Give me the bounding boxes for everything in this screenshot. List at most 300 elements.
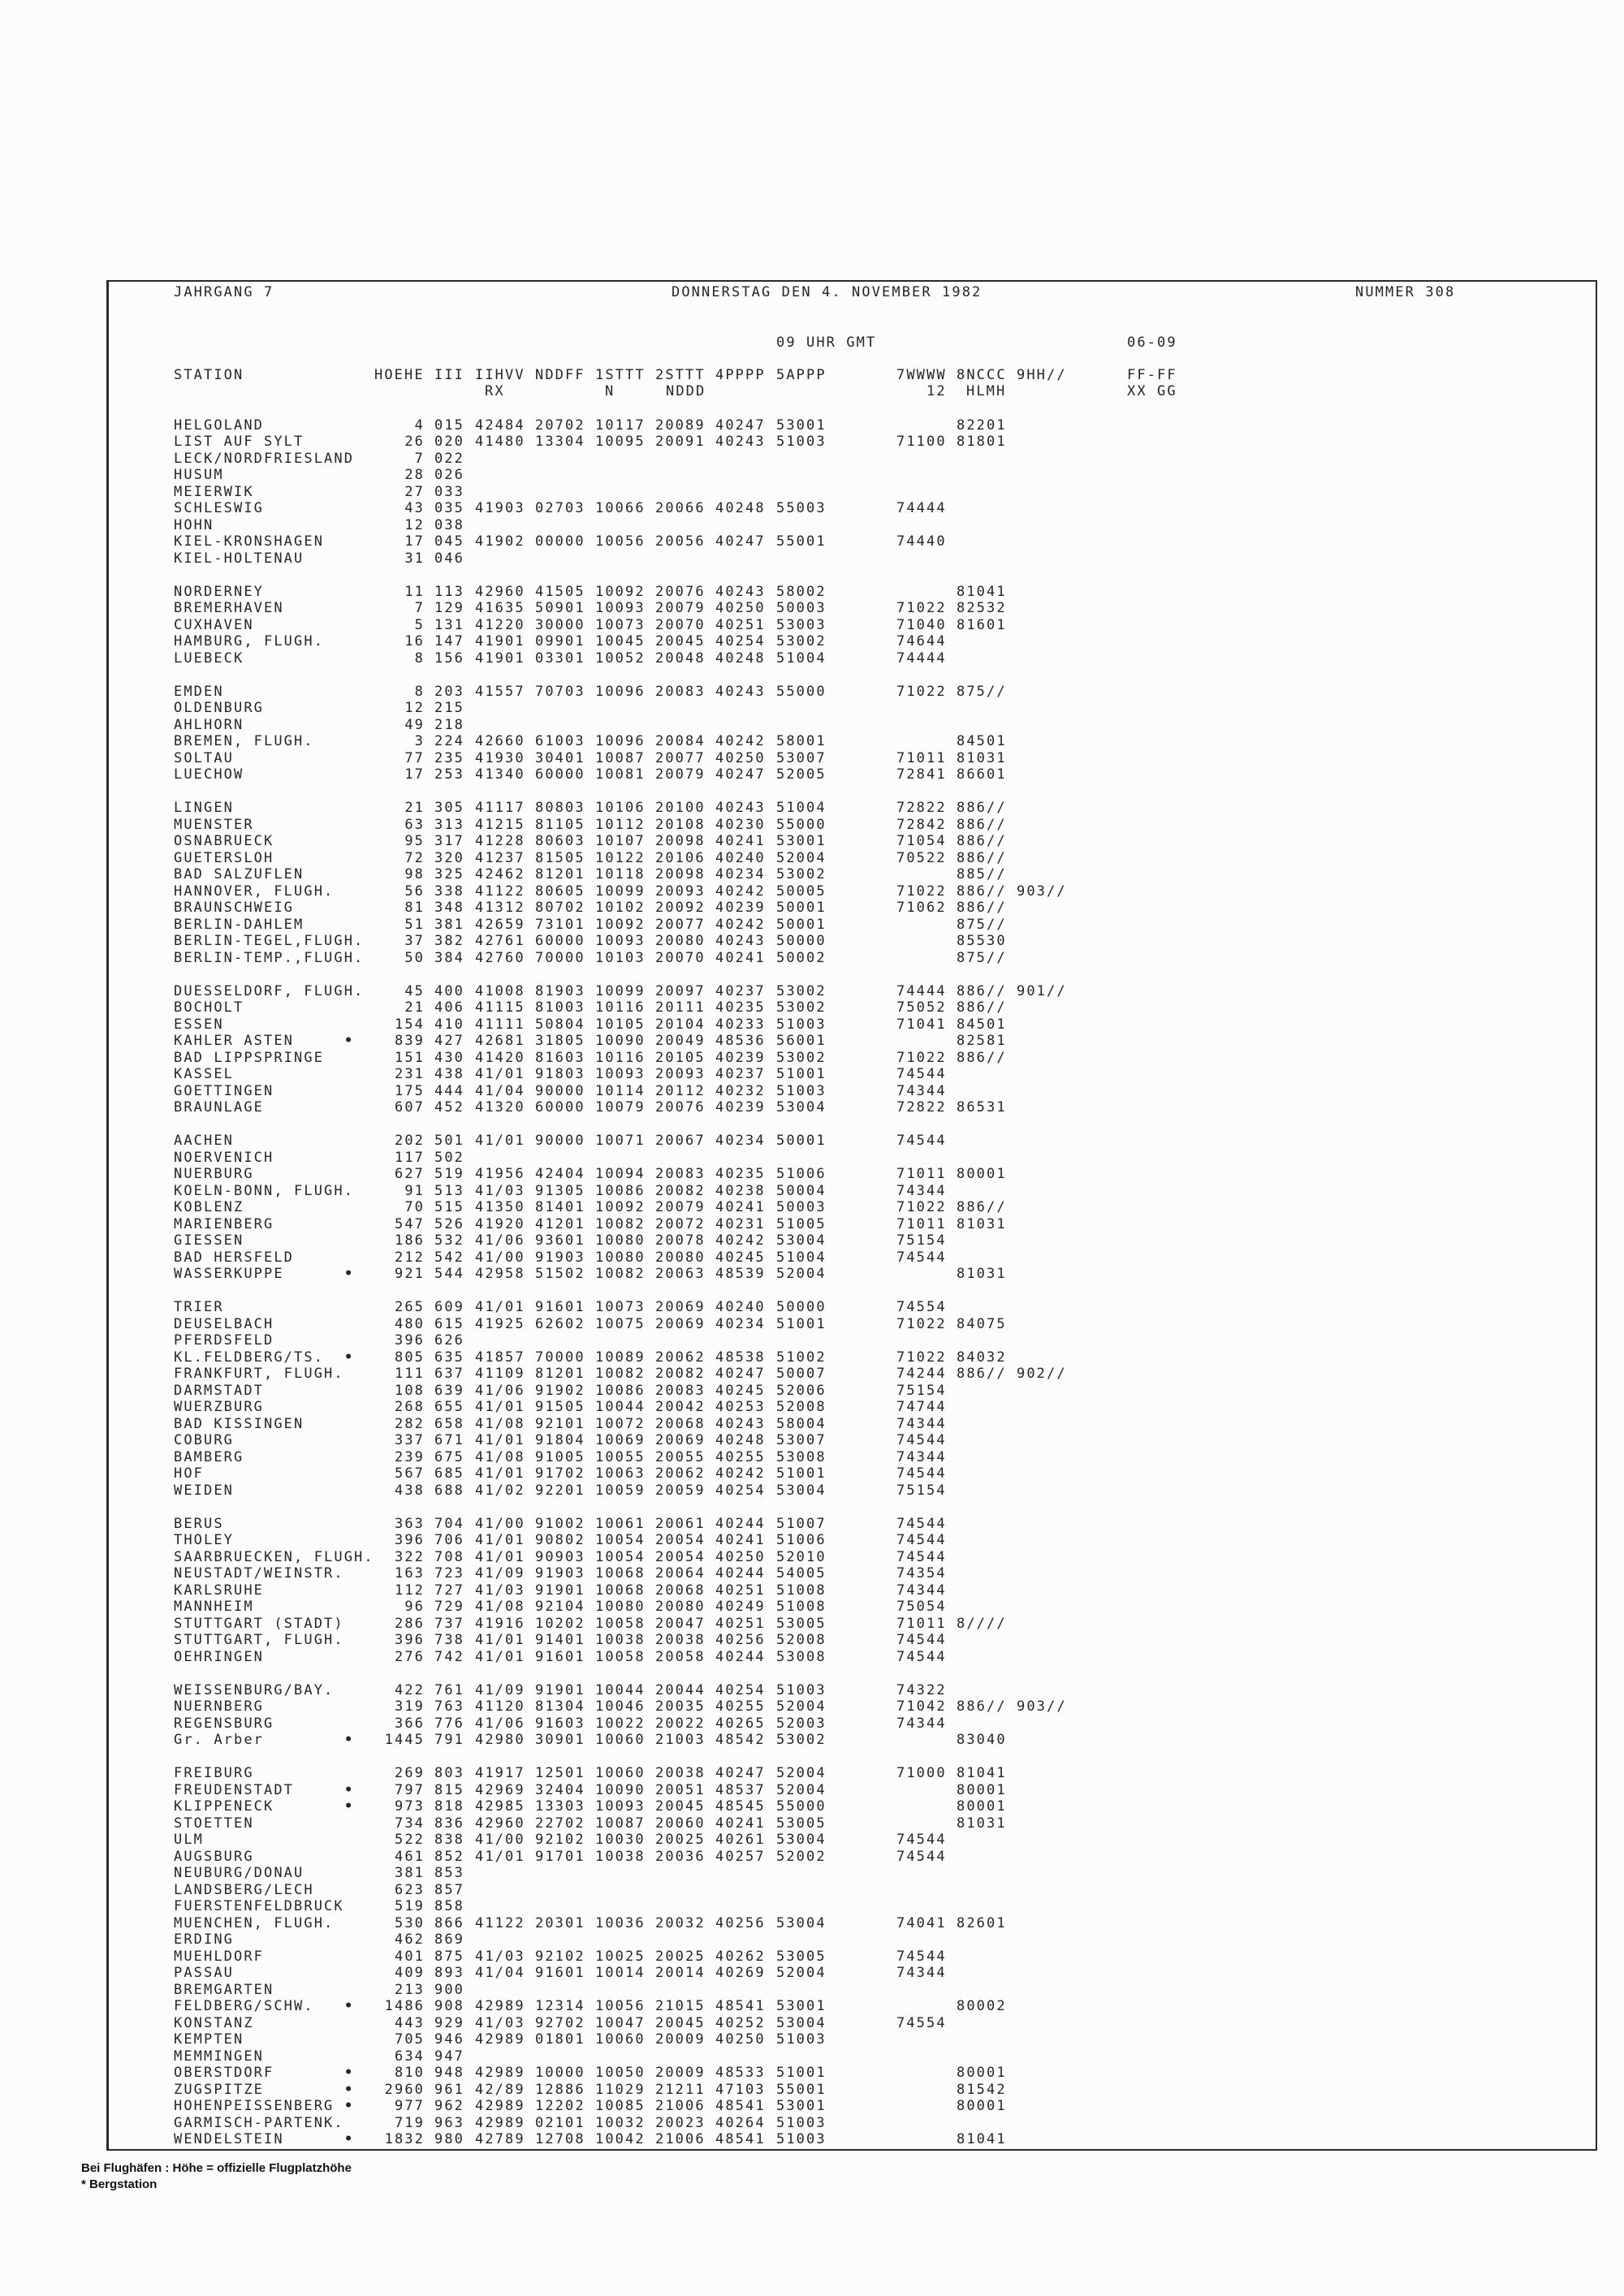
station-name: DEUSELBACH xyxy=(174,1315,274,1332)
table-row xyxy=(0,1915,1624,1932)
group-8nccc: 81041 xyxy=(957,583,1007,600)
group-nddff: 91702 xyxy=(535,1465,585,1482)
station-name: HOF xyxy=(174,1465,205,1482)
table-row xyxy=(0,1965,1624,1982)
group-5appp: 52010 xyxy=(776,1548,827,1565)
station-name: BAD HERSFELD xyxy=(174,1249,295,1266)
station-altitude: 705 xyxy=(394,2031,425,2048)
table-row xyxy=(0,500,1624,517)
column-header-iii: III xyxy=(434,367,465,383)
group-8nccc: 84032 xyxy=(957,1349,1007,1366)
group-8nccc: 886// xyxy=(957,800,1007,817)
group-nddff: 12202 xyxy=(535,2098,585,2115)
group-nddff: 91903 xyxy=(535,1565,585,1582)
station-index: 929 xyxy=(434,2014,465,2031)
station-index: 430 xyxy=(434,1049,465,1066)
station-index: 675 xyxy=(434,1448,465,1465)
group-5appp: 51006 xyxy=(776,1166,827,1183)
station-index: 515 xyxy=(434,1199,465,1216)
table-row xyxy=(0,633,1624,650)
group-nddff: 92201 xyxy=(535,1482,585,1499)
group-4pppp: 40256 xyxy=(715,1914,766,1931)
table-row xyxy=(0,1565,1624,1582)
group-5appp: 51003 xyxy=(776,2131,827,2148)
station-name: NUERNBERG xyxy=(174,1698,265,1716)
station-name: THOLEY xyxy=(174,1532,235,1549)
group-1sttt: 10096 xyxy=(595,683,646,700)
station-altitude: 363 xyxy=(394,1515,425,1532)
station-name: FELDBERG/SCHW. xyxy=(174,1998,314,2015)
mountain-station-marker: • xyxy=(344,1998,355,2015)
group-1sttt: 10116 xyxy=(595,999,646,1016)
group-iihvv: 41/03 xyxy=(475,2014,525,2031)
group-4pppp: 40269 xyxy=(715,1965,766,1982)
station-index: 893 xyxy=(434,1965,465,1982)
group-5appp: 53007 xyxy=(776,1432,827,1449)
group-nddff: 73101 xyxy=(535,916,585,933)
group-7wwww: 74544 xyxy=(896,1532,947,1549)
group-iihvv: 41122 xyxy=(475,1914,525,1931)
station-name: KONSTANZ xyxy=(174,2014,254,2031)
group-4pppp: 40257 xyxy=(715,1848,766,1865)
station-name: TRIER xyxy=(174,1299,224,1316)
group-7wwww: 71011 xyxy=(896,1166,947,1183)
table-row xyxy=(0,684,1624,701)
station-name: GARMISCH-PARTENK. xyxy=(174,2114,344,2131)
station-altitude: 11 xyxy=(404,583,425,600)
group-2sttt: 20111 xyxy=(655,999,706,1016)
group-2sttt: 21015 xyxy=(655,1998,706,2015)
group-iihvv: 41115 xyxy=(475,999,525,1016)
table-row xyxy=(0,417,1624,434)
column-header-5appp: 5APPP xyxy=(776,367,827,383)
station-altitude: 21 xyxy=(404,999,425,1016)
group-5appp: 55000 xyxy=(776,683,827,700)
station-altitude: 480 xyxy=(394,1315,425,1332)
group-1sttt: 10090 xyxy=(595,1781,646,1798)
group-7wwww: 74544 xyxy=(896,1249,947,1266)
station-name: KAHLER ASTEN xyxy=(174,1033,295,1050)
group-nddff: 00000 xyxy=(535,533,585,550)
station-name: HOHN xyxy=(174,516,214,533)
group-iihvv: 41/09 xyxy=(475,1565,525,1582)
group-nddff: 09901 xyxy=(535,633,585,650)
station-altitude: 337 xyxy=(394,1432,425,1449)
table-row xyxy=(0,1266,1624,1283)
station-name: NEUBURG/DONAU xyxy=(174,1865,304,1882)
group-7wwww: 74544 xyxy=(896,1648,947,1665)
group-5appp: 55001 xyxy=(776,533,827,550)
station-altitude: 111 xyxy=(394,1366,425,1383)
group-8nccc: 80001 xyxy=(957,1166,1007,1183)
group-5appp: 50001 xyxy=(776,1133,827,1150)
table-row xyxy=(0,1849,1624,1866)
group-iihvv: 41120 xyxy=(475,1698,525,1716)
station-name: FUERSTENFELDBRUCK xyxy=(174,1898,344,1915)
group-5appp: 53005 xyxy=(776,1948,827,1965)
station-altitude: 522 xyxy=(394,1832,425,1849)
group-7wwww: 74554 xyxy=(896,2014,947,2031)
group-1sttt: 10089 xyxy=(595,1349,646,1366)
group-7wwww: 74344 xyxy=(896,1082,947,1099)
group-1sttt: 10075 xyxy=(595,1315,646,1332)
table-row xyxy=(0,1532,1624,1549)
group-7wwww: 74744 xyxy=(896,1399,947,1416)
group-2sttt: 20112 xyxy=(655,1082,706,1099)
station-altitude: 462 xyxy=(394,1931,425,1949)
group-nddff: 20702 xyxy=(535,416,585,434)
issue-number: NUMMER 308 xyxy=(1355,284,1456,300)
station-name: NEUSTADT/WEINSTR. xyxy=(174,1565,344,1582)
group-5appp: 51003 xyxy=(776,2031,827,2048)
group-2sttt: 21211 xyxy=(655,2081,706,2098)
station-index: 131 xyxy=(434,616,465,633)
group-7wwww: 74322 xyxy=(896,1681,947,1698)
station-name: MUEHLDORF xyxy=(174,1948,265,1965)
station-index: 763 xyxy=(434,1698,465,1716)
column-header-hoehe: HOEHE xyxy=(374,367,425,383)
group-5appp: 55000 xyxy=(776,1798,827,1815)
group-1sttt: 10030 xyxy=(595,1832,646,1849)
station-name: LINGEN xyxy=(174,800,235,817)
station-name: MEMMINGEN xyxy=(174,2048,265,2065)
group-5appp: 52008 xyxy=(776,1632,827,1649)
station-altitude: 3 xyxy=(414,733,425,750)
station-altitude: 49 xyxy=(404,716,425,733)
group-nddff: 91901 xyxy=(535,1582,585,1599)
station-altitude: 186 xyxy=(394,1232,425,1249)
station-altitude: 719 xyxy=(394,2114,425,2131)
group-nddff: 70000 xyxy=(535,949,585,966)
group-1sttt: 10085 xyxy=(595,2098,646,2115)
station-index: 203 xyxy=(434,683,465,700)
table-row xyxy=(0,1166,1624,1183)
station-index: 658 xyxy=(434,1415,465,1432)
group-4pppp: 40254 xyxy=(715,1482,766,1499)
station-index: 980 xyxy=(434,2131,465,2148)
table-row xyxy=(0,2031,1624,2048)
group-2sttt: 20068 xyxy=(655,1582,706,1599)
station-index: 452 xyxy=(434,1099,465,1116)
group-2sttt: 20078 xyxy=(655,1232,706,1249)
station-altitude: 63 xyxy=(404,816,425,833)
group-2sttt: 20022 xyxy=(655,1715,706,1732)
table-row xyxy=(0,1183,1624,1200)
group-2sttt: 20049 xyxy=(655,1033,706,1050)
station-name: COBURG xyxy=(174,1432,235,1449)
group-7wwww: 74344 xyxy=(896,1415,947,1432)
station-name: GUETERSLOH xyxy=(174,849,274,866)
group-1sttt: 10068 xyxy=(595,1582,646,1599)
group-4pppp: 40248 xyxy=(715,500,766,517)
group-7wwww: 75054 xyxy=(896,1599,947,1616)
group-2sttt: 20044 xyxy=(655,1681,706,1698)
station-index: 317 xyxy=(434,833,465,850)
table-row xyxy=(0,1682,1624,1699)
group-iihvv: 42989 xyxy=(475,2114,525,2131)
group-7wwww: 75154 xyxy=(896,1232,947,1249)
column-header-ff: FF-FF xyxy=(1127,367,1177,383)
station-altitude: 734 xyxy=(394,1815,425,1832)
group-1sttt: 10060 xyxy=(595,1765,646,1782)
group-iihvv: 41/01 xyxy=(475,1399,525,1416)
group-2sttt: 20097 xyxy=(655,982,706,999)
group-1sttt: 10099 xyxy=(595,883,646,900)
group-4pppp: 40264 xyxy=(715,2114,766,2131)
group-nddff: 91305 xyxy=(535,1182,585,1199)
group-4pppp: 40231 xyxy=(715,1215,766,1232)
group-iihvv: 41916 xyxy=(475,1615,525,1632)
station-index: 384 xyxy=(434,949,465,966)
station-name: HUSUM xyxy=(174,467,224,484)
group-8nccc: 875// xyxy=(957,949,1007,966)
group-iihvv: 42/89 xyxy=(475,2081,525,2098)
station-name: HOHENPEISSENBERG xyxy=(174,2098,335,2115)
group-iihvv: 42985 xyxy=(475,1798,525,1815)
group-nddff: 10202 xyxy=(535,1615,585,1632)
group-8nccc: 886// xyxy=(957,982,1007,999)
group-5appp: 53002 xyxy=(776,999,827,1016)
station-altitude: 17 xyxy=(404,766,425,783)
group-4pppp: 40239 xyxy=(715,1049,766,1066)
station-index: 224 xyxy=(434,733,465,750)
group-5appp: 51007 xyxy=(776,1515,827,1532)
station-index: 020 xyxy=(434,434,465,451)
group-2sttt: 20076 xyxy=(655,1099,706,1116)
table-row xyxy=(0,1016,1624,1034)
group-2sttt: 20058 xyxy=(655,1648,706,1665)
station-altitude: 7 xyxy=(414,600,425,617)
group-4pppp: 40237 xyxy=(715,982,766,999)
group-7wwww: 74344 xyxy=(896,1965,947,1982)
table-row xyxy=(0,1465,1624,1482)
table-row xyxy=(0,1316,1624,1333)
group-8nccc: 81601 xyxy=(957,616,1007,633)
station-name: GIESSEN xyxy=(174,1232,244,1249)
group-4pppp: 40256 xyxy=(715,1632,766,1649)
group-5appp: 52006 xyxy=(776,1382,827,1399)
group-2sttt: 20038 xyxy=(655,1765,706,1782)
group-1sttt: 10025 xyxy=(595,1948,646,1965)
station-altitude: 797 xyxy=(394,1781,425,1798)
group-1sttt: 10093 xyxy=(595,933,646,950)
group-iihvv: 41312 xyxy=(475,900,525,917)
station-index: 858 xyxy=(434,1898,465,1915)
station-name: OBERSTDORF xyxy=(174,2065,274,2082)
station-index: 875 xyxy=(434,1948,465,1965)
group-iihvv: 41/02 xyxy=(475,1482,525,1499)
group-iihvv: 41956 xyxy=(475,1166,525,1183)
station-altitude: 45 xyxy=(404,982,425,999)
group-4pppp: 40244 xyxy=(715,1515,766,1532)
group-iihvv: 41008 xyxy=(475,982,525,999)
station-altitude: 810 xyxy=(394,2065,425,2082)
group-1sttt: 10038 xyxy=(595,1632,646,1649)
table-row xyxy=(0,1449,1624,1466)
station-name: WASSERKUPPE xyxy=(174,1266,284,1283)
group-4pppp: 40241 xyxy=(715,1815,766,1832)
group-5appp: 53004 xyxy=(776,1099,827,1116)
group-iihvv: 41901 xyxy=(475,650,525,667)
group-nddff: 60000 xyxy=(535,766,585,783)
group-nddff: 62602 xyxy=(535,1315,585,1332)
group-iihvv: 42958 xyxy=(475,1266,525,1283)
group-4pppp: 40251 xyxy=(715,616,766,633)
observation-period: 06-09 xyxy=(1127,334,1177,351)
station-altitude: 276 xyxy=(394,1648,425,1665)
group-2sttt: 20083 xyxy=(655,683,706,700)
station-index: 325 xyxy=(434,866,465,883)
group-7wwww: 74344 xyxy=(896,1448,947,1465)
station-index: 737 xyxy=(434,1615,465,1632)
group-7wwww: 74440 xyxy=(896,533,947,550)
group-5appp: 51004 xyxy=(776,650,827,667)
table-row xyxy=(0,1832,1624,1849)
mountain-station-marker: • xyxy=(344,2081,355,2098)
station-index: 866 xyxy=(434,1914,465,1931)
group-nddff: 90802 xyxy=(535,1532,585,1549)
group-5appp: 50003 xyxy=(776,600,827,617)
group-7wwww: 74244 xyxy=(896,1366,947,1383)
station-altitude: 396 xyxy=(394,1532,425,1549)
table-row xyxy=(0,1299,1624,1316)
group-2sttt: 20054 xyxy=(655,1548,706,1565)
group-2sttt: 20036 xyxy=(655,1848,706,1865)
group-4pppp: 40242 xyxy=(715,733,766,750)
group-2sttt: 20106 xyxy=(655,849,706,866)
group-4pppp: 40242 xyxy=(715,1465,766,1482)
group-2sttt: 20076 xyxy=(655,583,706,600)
station-altitude: 154 xyxy=(394,1016,425,1033)
column-subheader-rx: RX xyxy=(485,383,505,399)
table-row xyxy=(0,817,1624,834)
group-nddff: 60000 xyxy=(535,1099,585,1116)
group-2sttt: 20070 xyxy=(655,949,706,966)
group-5appp: 58001 xyxy=(776,733,827,750)
group-1sttt: 10060 xyxy=(595,2031,646,2048)
table-row xyxy=(0,1616,1624,1633)
group-2sttt: 20104 xyxy=(655,1016,706,1033)
station-name: MUENSTER xyxy=(174,816,254,833)
group-1sttt: 10090 xyxy=(595,1033,646,1050)
group-iihvv: 41/01 xyxy=(475,1133,525,1150)
group-nddff: 12501 xyxy=(535,1765,585,1782)
group-2sttt: 20038 xyxy=(655,1632,706,1649)
group-1sttt: 10073 xyxy=(595,1299,646,1316)
station-name: BERLIN-TEGEL,FLUGH. xyxy=(174,933,365,950)
group-2sttt: 20009 xyxy=(655,2065,706,2082)
station-altitude: 1832 xyxy=(384,2131,425,2148)
group-4pppp: 40234 xyxy=(715,1315,766,1332)
station-name: KIEL-KRONSHAGEN xyxy=(174,533,325,550)
group-2sttt: 20059 xyxy=(655,1482,706,1499)
group-5appp: 52004 xyxy=(776,1765,827,1782)
table-row xyxy=(0,933,1624,950)
group-iihvv: 41/00 xyxy=(475,1515,525,1532)
group-5appp: 51001 xyxy=(776,1465,827,1482)
group-7wwww: 72842 xyxy=(896,816,947,833)
group-7wwww: 74544 xyxy=(896,1548,947,1565)
group-nddff: 41201 xyxy=(535,1215,585,1232)
group-8nccc: 81031 xyxy=(957,1266,1007,1283)
station-name: STOETTEN xyxy=(174,1815,254,1832)
group-4pppp: 40234 xyxy=(715,1133,766,1150)
table-row xyxy=(0,1399,1624,1416)
group-4pppp: 48536 xyxy=(715,1033,766,1050)
group-4pppp: 40250 xyxy=(715,600,766,617)
group-7wwww: 74344 xyxy=(896,1182,947,1199)
column-header-nddff: NDDFF xyxy=(535,367,585,383)
group-5appp: 50003 xyxy=(776,1199,827,1216)
group-1sttt: 10073 xyxy=(595,616,646,633)
group-5appp: 51003 xyxy=(776,1016,827,1033)
station-name: KL.FELDBERG/TS. xyxy=(174,1349,325,1366)
mountain-station-marker: • xyxy=(344,1349,355,1366)
group-8nccc: 886// xyxy=(957,1698,1007,1716)
group-4pppp: 48537 xyxy=(715,1781,766,1798)
station-index: 776 xyxy=(434,1715,465,1732)
station-index: 727 xyxy=(434,1582,465,1599)
group-4pppp: 40241 xyxy=(715,1532,766,1549)
group-7wwww: 75154 xyxy=(896,1382,947,1399)
group-8nccc: 85530 xyxy=(957,933,1007,950)
table-row xyxy=(0,2065,1624,2082)
group-iihvv: 41557 xyxy=(475,683,525,700)
group-4pppp: 40265 xyxy=(715,1715,766,1732)
group-8nccc: 83040 xyxy=(957,1732,1007,1749)
station-altitude: 977 xyxy=(394,2098,425,2115)
table-row xyxy=(0,850,1624,867)
group-5appp: 53002 xyxy=(776,633,827,650)
table-row xyxy=(0,950,1624,967)
group-nddff: 12886 xyxy=(535,2081,585,2098)
group-1sttt: 10058 xyxy=(595,1648,646,1665)
group-5appp: 53008 xyxy=(776,1648,827,1665)
group-5appp: 51002 xyxy=(776,1349,827,1366)
station-name: FREUDENSTADT xyxy=(174,1781,295,1798)
group-4pppp: 40245 xyxy=(715,1382,766,1399)
issue-date: DONNERSTAG DEN 4. NOVEMBER 1982 xyxy=(672,284,983,300)
group-4pppp: 48533 xyxy=(715,2065,766,2082)
table-row xyxy=(0,1998,1624,2015)
group-4pppp: 40254 xyxy=(715,1681,766,1698)
group-2sttt: 20054 xyxy=(655,1532,706,1549)
group-4pppp: 48541 xyxy=(715,2098,766,2115)
group-1sttt: 10122 xyxy=(595,849,646,866)
group-5appp: 52003 xyxy=(776,1715,827,1732)
station-index: 113 xyxy=(434,583,465,600)
group-7wwww: 71062 xyxy=(896,900,947,917)
group-2sttt: 20079 xyxy=(655,600,706,617)
group-nddff: 91401 xyxy=(535,1632,585,1649)
group-iihvv: 42960 xyxy=(475,583,525,600)
station-altitude: 567 xyxy=(394,1465,425,1482)
station-index: 609 xyxy=(434,1299,465,1316)
station-index: 639 xyxy=(434,1382,465,1399)
group-iihvv: 41857 xyxy=(475,1349,525,1366)
group-4pppp: 40243 xyxy=(715,1415,766,1432)
station-index: 406 xyxy=(434,999,465,1016)
group-7wwww: 74344 xyxy=(896,1582,947,1599)
station-name: LIST AUF SYLT xyxy=(174,434,304,451)
group-4pppp: 40243 xyxy=(715,583,766,600)
group-1sttt: 10058 xyxy=(595,1615,646,1632)
station-name: ERDING xyxy=(174,1931,235,1949)
group-5appp: 51003 xyxy=(776,1082,827,1099)
group-1sttt: 10087 xyxy=(595,749,646,766)
group-1sttt: 10080 xyxy=(595,1232,646,1249)
group-1sttt: 10036 xyxy=(595,1914,646,1931)
